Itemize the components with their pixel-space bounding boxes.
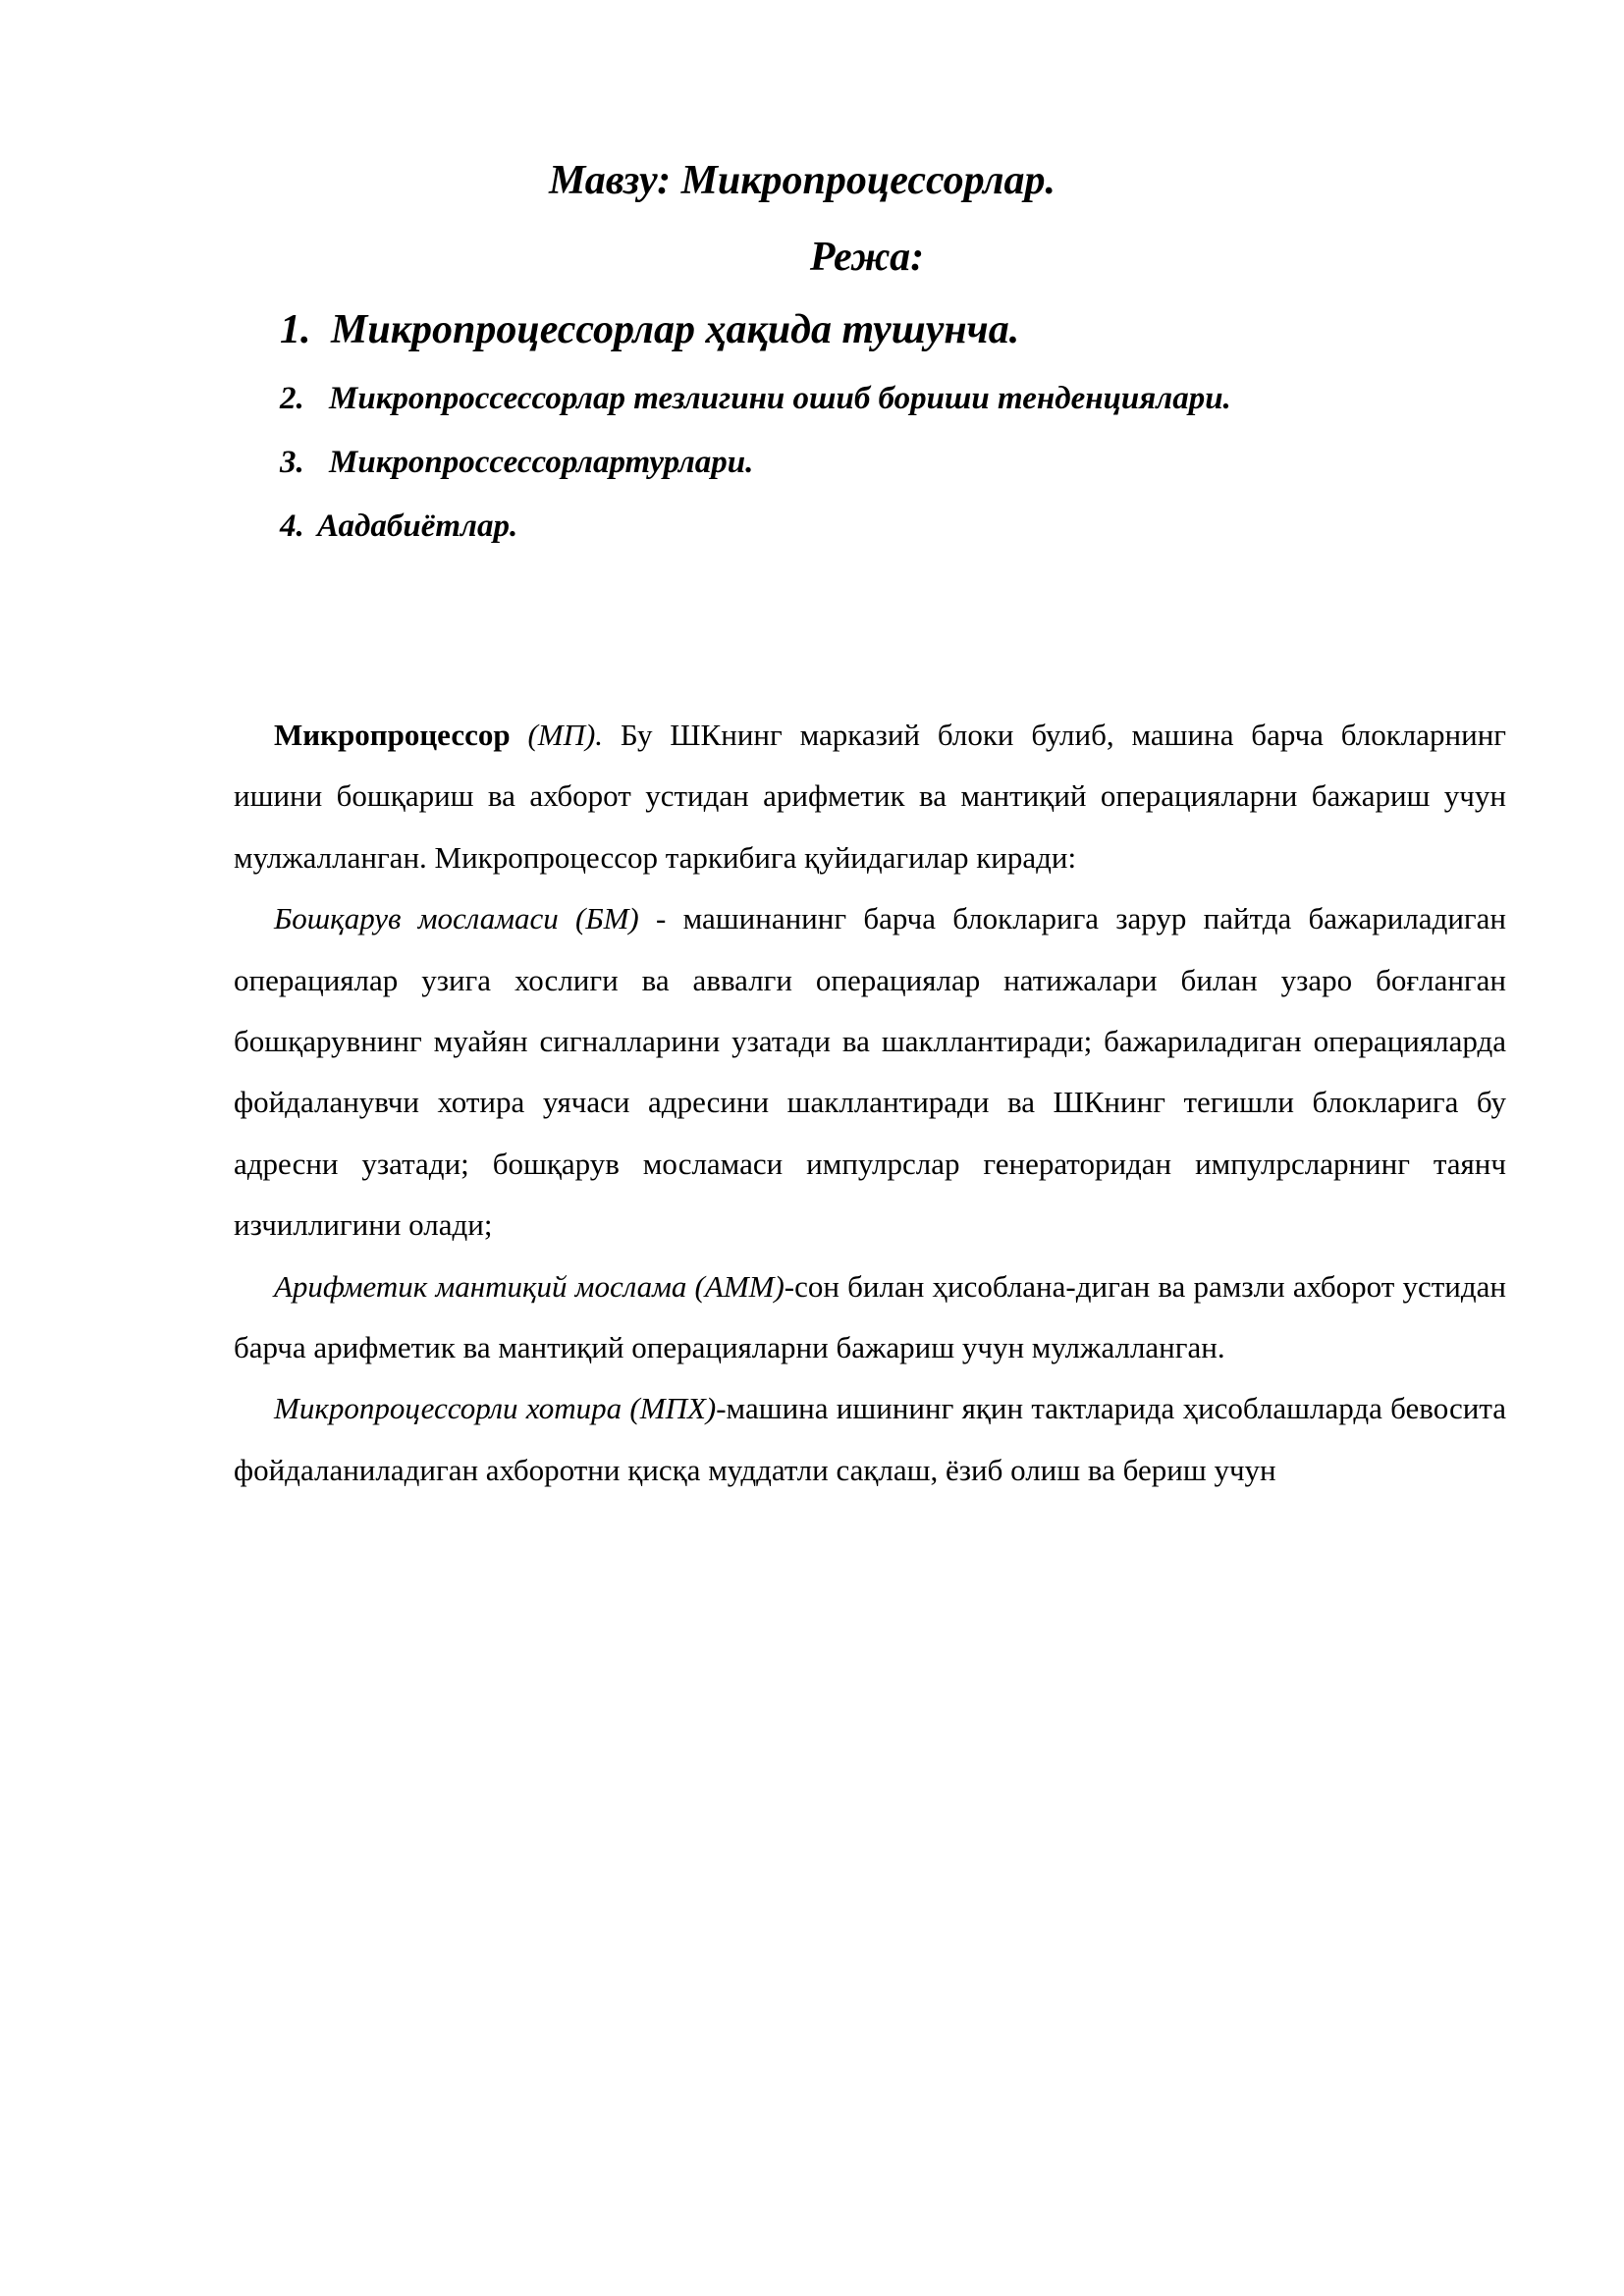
term-control-unit: Бошқарув мосламаси (БМ) [274, 901, 639, 936]
paragraph-control-unit [234, 888, 1506, 1255]
paragraph-microprocessor [234, 705, 1506, 888]
plan-item-text: Микропроцессорлар ҳақида тушунча. [331, 307, 1020, 352]
plan-item [280, 381, 1231, 417]
paragraph-text: -сон билан ҳисоблана-диган ва рамзли ахборот устидан барча арифметик ва мантиқий операцияларни бажариш учун мулжалланган. [234, 1268, 1506, 1365]
plan-item-text: Микропроссессорлар тезлигини ошиб бориши тенденциялари. [329, 381, 1231, 416]
plan-heading: Режа: [809, 235, 925, 280]
term-microprocessor: Микропроцессор [274, 718, 511, 752]
document-title: Мавзу: Микропроцессорлар. [548, 158, 1056, 203]
paragraph-memory [234, 1378, 1506, 1501]
body-text [234, 705, 1506, 1501]
plan-item-text: Аадабиётлар. [317, 508, 518, 544]
term-abbreviation: (МП). [510, 718, 604, 752]
paragraph-text: Бу ШКнинг марказий блоки булиб, машина барча блокларнинг ишини бошқариш ва ахборот устидан арифметик ва мантиқий операцияларни бажариш учун мулжалланган. Микропроцессор таркибига қуйидагилар киради: [234, 718, 1507, 875]
plan-item-text: Микропроссессорлартурлари. [329, 445, 754, 480]
plan-item-number: 3. [280, 445, 304, 480]
plan-item-number: 4. [280, 508, 304, 544]
paragraph-text: - машинанинг барча блокларига зарур пайтда бажариладиган операциялар узига хослиги ва аввалги операциялар натижалари билан узаро боғланган бошқарувнинг муайян сигналларини узатади ва шакллантиради; бажариладиган операцияларда фойдаланувчи хотира уячаси адресини шакллантиради ва ШКнинг тегишли блокларига бу адресни узатади; бошқарув мосламаси импулрслар генераторидан импулрсларнинг таянч изчиллигини олади; [234, 901, 1506, 1243]
plan-item [280, 508, 517, 545]
term-memory: Микропроцессорли хотира (МПХ) [274, 1391, 717, 1426]
paragraph-text: -машина ишининг яқин тактларида ҳисоблашларда бевосита фойдаланиладиган ахборотни қисқа муддатли сақлаш, ёзиб олиш ва бериш учун [234, 1391, 1507, 1487]
plan-item-number: 1. [280, 307, 311, 352]
term-alu: Арифметик мантиқий мослама (АММ) [274, 1268, 785, 1304]
paragraph-alu [234, 1256, 1506, 1379]
plan-item-number: 2. [280, 381, 304, 416]
plan-item [280, 306, 1019, 353]
plan-item [280, 445, 753, 481]
